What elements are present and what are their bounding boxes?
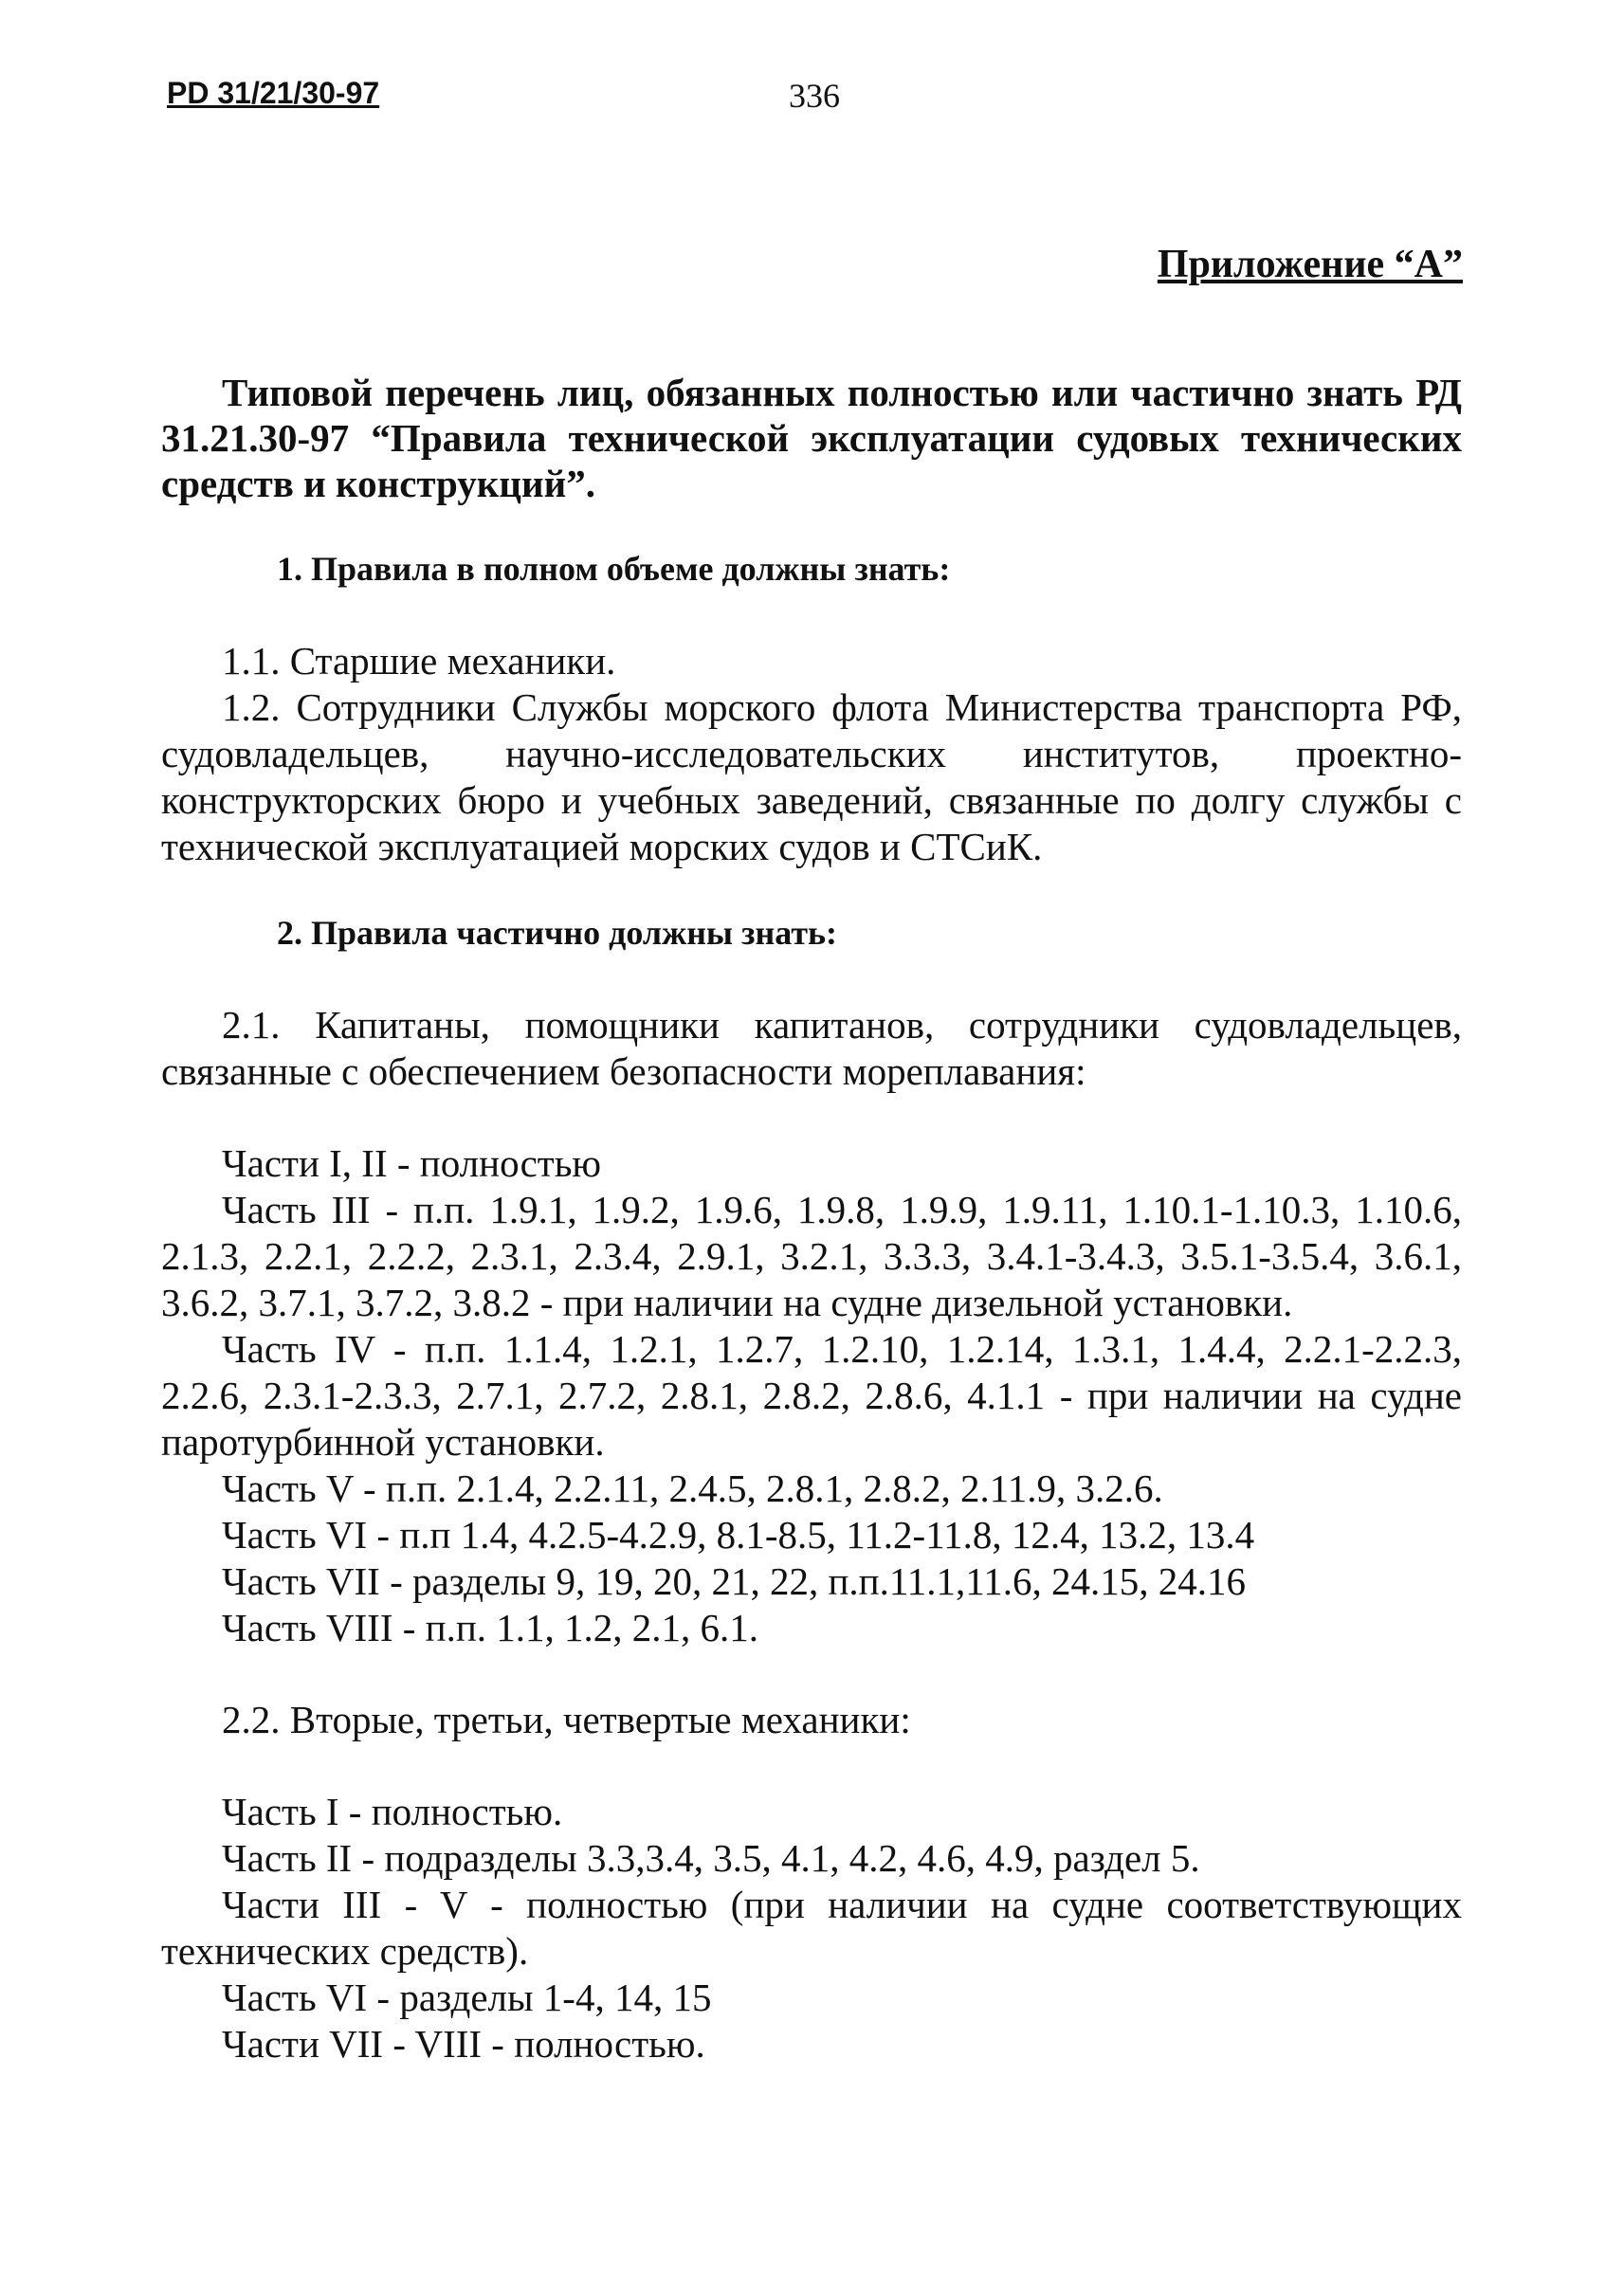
part-entry: Часть V - п.п. 2.1.4, 2.2.11, 2.4.5, 2.8.1, 2.8.2, 2.11.9, 3.2.6.: [222, 1466, 1163, 1510]
section-1-item-1: 1.1. Старшие механики.: [222, 639, 616, 683]
part-entry: Части VII - VIII - полностью.: [222, 2022, 705, 2066]
part-entry: Часть VIII - п.п. 1.1, 1.2, 2.1, 6.1.: [222, 1606, 759, 1649]
page-number: 336: [789, 77, 840, 115]
part-entry: Часть VII - разделы 9, 19, 20, 21, 22, п.п.11.1,11.6, 24.15, 24.16: [222, 1559, 1247, 1603]
section-2-item-1: 2.1. Капитаны, помощники капитанов, сотрудники судовладельцев, связанные с обеспечением безопасности мореплавания:: [161, 1003, 1462, 1093]
part-entry: Часть II - подразделы 3.3,3.4, 3.5, 4.1, 4.2, 4.6, 4.9, раздел 5.: [222, 1836, 1200, 1880]
part-entry: Часть III - п.п. 1.9.1, 1.9.2, 1.9.6, 1.9.8, 1.9.9, 1.9.11, 1.10.1-1.10.3, 1.10.6, 2.1.3, 2.2.1, 2.2.2, 2.3.1, 2.3.4, 2.9.1, 3.2.1, 3.3.3, 3.4.1-3.4.3, 3.5.1-3.5.4, 3.6.1, 3.6.2, 3.7.1, 3.7.2, 3.8.2 - при наличии на судне дизельной установки.: [161, 1188, 1462, 1324]
part-entry: Часть VI - п.п 1.4, 4.2.5-4.2.9, 8.1-8.5, 11.2-11.8, 12.4, 13.2, 13.4: [222, 1513, 1255, 1557]
part-entry: Части I, II - полностью: [222, 1141, 602, 1185]
appendix-title: Приложение “А”: [1157, 243, 1463, 286]
part-entry: Часть VI - разделы 1-4, 14, 15: [222, 1976, 712, 2019]
section-2-heading: 2. Правила частично должны знать:: [277, 914, 838, 952]
part-entry: Часть IV - п.п. 1.1.4, 1.2.1, 1.2.7, 1.2.10, 1.2.14, 1.3.1, 1.4.4, 2.2.1-2.2.3, 2.2.6, 2.3.1-2.3.3, 2.7.1, 2.7.2, 2.8.1, 2.8.2, 2.8.6, 4.1.1 - при наличии на судне паротурбинной установки.: [161, 1327, 1462, 1464]
section-2-item-2: 2.2. Вторые, третьи, четвертые механики:: [222, 1698, 911, 1741]
document-code: РD 31/21/30-97: [167, 76, 380, 110]
section-1-heading: 1. Правила в полном объеме должны знать:: [277, 550, 951, 588]
part-entry: Части III - V - полностью (при наличии на судне соответствующих технических средств).: [161, 1883, 1462, 1973]
document-body: [161, 370, 1462, 2067]
part-entry: Часть I - полностью.: [222, 1790, 563, 1833]
section-1-item-2: 1.2. Сотрудники Службы морского флота Министерства транспорта РФ, судовладельцев, научно-исследовательских институтов, проектно-конструкторских бюро и учебных заведений, связанные по долгу службы с технической эксплуатацией морских судов и СТСиК.: [161, 685, 1462, 868]
document-title: Типовой перечень лиц, обязанных полностью или частично знать РД 31.21.30-97 “Правила технической эксплуатации судовых технических средств и конструкций”.: [161, 371, 1462, 505]
